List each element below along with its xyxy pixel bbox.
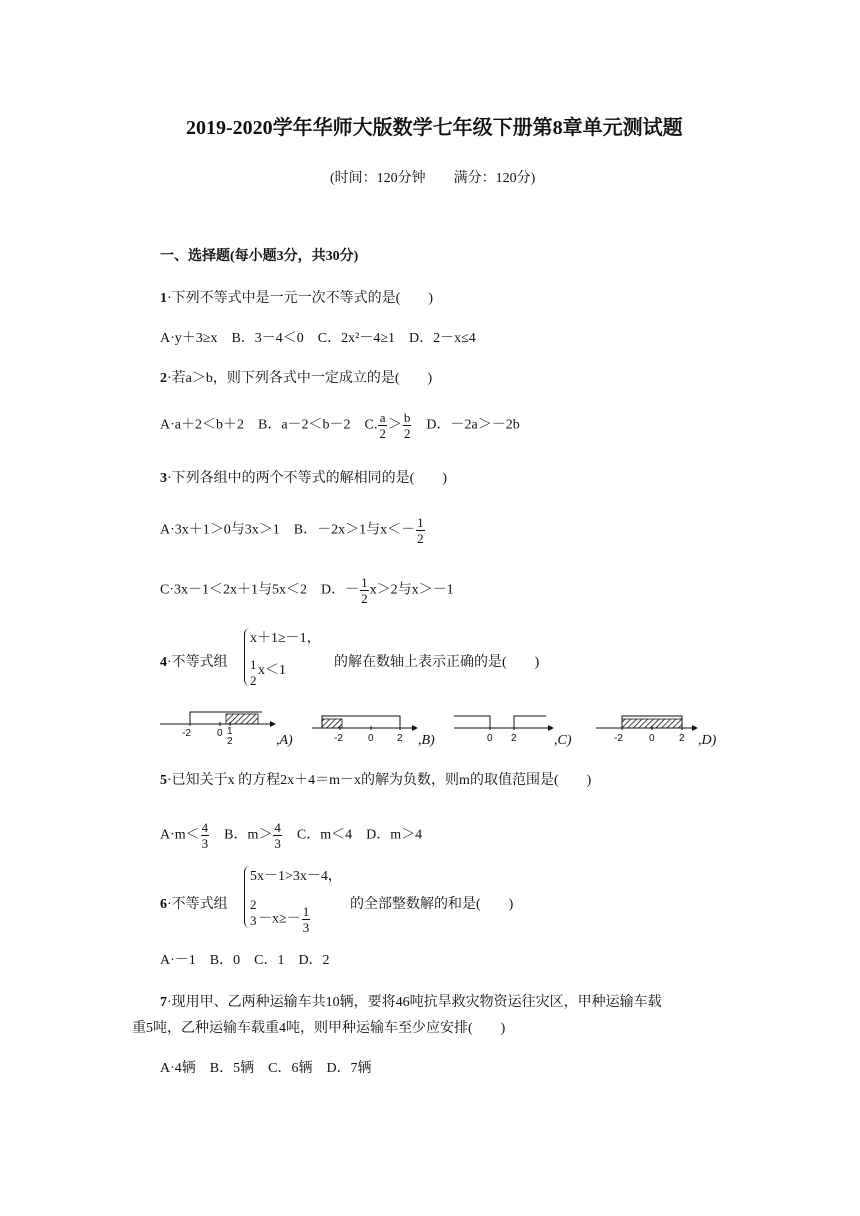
question-7 [160, 994, 662, 1012]
question-4-tail: 的解在数轴上表示正确的是( ) [334, 655, 540, 670]
system-line-1: x＋1≥－1， [250, 631, 321, 646]
number-line-b [310, 710, 420, 744]
question-5 [160, 772, 591, 790]
option-d-label: ,D) [698, 733, 717, 748]
fraction: $\frac{4}{3}$ [274, 820, 281, 851]
tick-label: 0 [487, 733, 493, 744]
tick-label: 1 [227, 726, 233, 737]
question-number: 7 [160, 995, 167, 1010]
tick-label: 2 [227, 736, 233, 744]
system-line-2-numerator: 2 [250, 897, 257, 912]
question-3 [160, 470, 447, 488]
number-line-a [158, 704, 278, 744]
question-stem: ·现用甲、乙两种运输车共10辆，要将46吨抗旱救灾物资运往灾区，甲种运输车载 [167, 995, 662, 1010]
question-6-lead: 6·不等式组 [160, 897, 228, 912]
tick-label: -2 [182, 728, 191, 739]
question-6-options: A·－1 B．0 C．1 D．2 [160, 953, 330, 968]
tick-label: 2 [511, 733, 517, 744]
option-text: D．－2a＞－2b [412, 417, 520, 433]
question-stem: ·已知关于x 的方程2x＋4＝m－x的解为负数，则m的取值范围是( ) [167, 773, 592, 788]
system-line-1: 5x－1>3x－4， [250, 869, 342, 884]
question-5-options: A·m＜ $\frac{4}{3}$ B．m＞ $\frac{4}{3}$ C．m＜4 D．m＞4 [160, 820, 423, 851]
question-stem: ·下列各组中的两个不等式的解相同的是( ) [167, 471, 447, 486]
fraction: $\frac{4}{3}$ [201, 820, 209, 851]
question-4-lead: 4·不等式组 [160, 655, 228, 670]
tick-label: 2 [397, 733, 403, 744]
tick-label: -2 [614, 733, 623, 744]
fraction: $\frac{b}{2}$ [403, 410, 411, 441]
system-line-2: x＜1 [258, 663, 286, 678]
question-number: 5 [160, 773, 167, 788]
option-c-label: ,C) [554, 733, 572, 748]
question-2 [160, 370, 432, 388]
system-line-2: －x≥－ $\frac{1}{3}$ [258, 904, 310, 935]
question-7-stem-cont: 重5吨，乙种运输车载重4吨，则甲种运输车至少应安排( ) [132, 1021, 506, 1036]
fraction: $\frac{1}{3}$ [302, 904, 310, 935]
question-number: 3 [160, 471, 167, 486]
system-line-2-numerator: 1 [250, 657, 257, 672]
tick-label: 0 [217, 728, 223, 739]
system-line-2-denominator: 3 [250, 913, 257, 928]
question-number: 6 [160, 897, 167, 912]
tick-label: 0 [368, 733, 374, 744]
question-3-options-cd: C·3x－1＜2x＋1与5x＜2 D．－ $\frac{1}{2}$ x＞2与x＞－1 [160, 575, 454, 606]
question-2-options: A·a＋2＜b＋2 B．a－2＜b－2 C. $\frac{a}{2}$ ＞ $\frac{b}{2}$ D．－2a＞－2b [160, 410, 520, 441]
question-6-tail: 的全部整数解的和是( ) [350, 897, 514, 912]
page-title: 2019-2020学年华师大版数学七年级下册第8章单元测试题 [186, 117, 683, 139]
tick-label: 0 [649, 733, 655, 744]
section-heading: 一、选择题(每小题3分，共30分) [160, 249, 359, 264]
exam-info: (时间：120分钟 满分：120分) [330, 171, 536, 186]
question-number: 1 [160, 291, 167, 306]
question-3-options-ab: A·3x＋1＞0与3x＞1 B．－2x＞1与x＜－ $\frac{1}{2}$ [160, 515, 424, 546]
question-stem: ·下列不等式中是一元一次不等式的是( ) [167, 291, 433, 306]
question-number: 4 [160, 655, 167, 670]
option-b-label: ,B) [418, 733, 435, 748]
tick-label: 2 [679, 733, 685, 744]
question-stem: ·若a＞b，则下列各式中一定成立的是( ) [167, 371, 433, 386]
fraction: $\frac{1}{2}$ [361, 575, 368, 606]
number-line-d [594, 710, 700, 744]
option-text: A·a＋2＜b＋2 B．a－2＜b－2 C. [160, 417, 378, 433]
fraction: $\frac{1}{2}$ [417, 515, 424, 546]
question-number: 2 [160, 371, 167, 386]
number-line-c [452, 710, 556, 744]
option-a-label: ,A) [276, 733, 293, 748]
question-7-options: A·4辆 B．5辆 C．6辆 D．7辆 [160, 1061, 372, 1076]
question-1 [160, 290, 433, 308]
tick-label: -2 [334, 733, 343, 744]
fraction: $\frac{a}{2}$ [379, 410, 386, 441]
question-1-options: A·y＋3≥x B．3－4＜0 C．2x²－4≥1 D．2－x≤4 [160, 331, 476, 346]
system-line-2-denominator: 2 [250, 673, 257, 688]
